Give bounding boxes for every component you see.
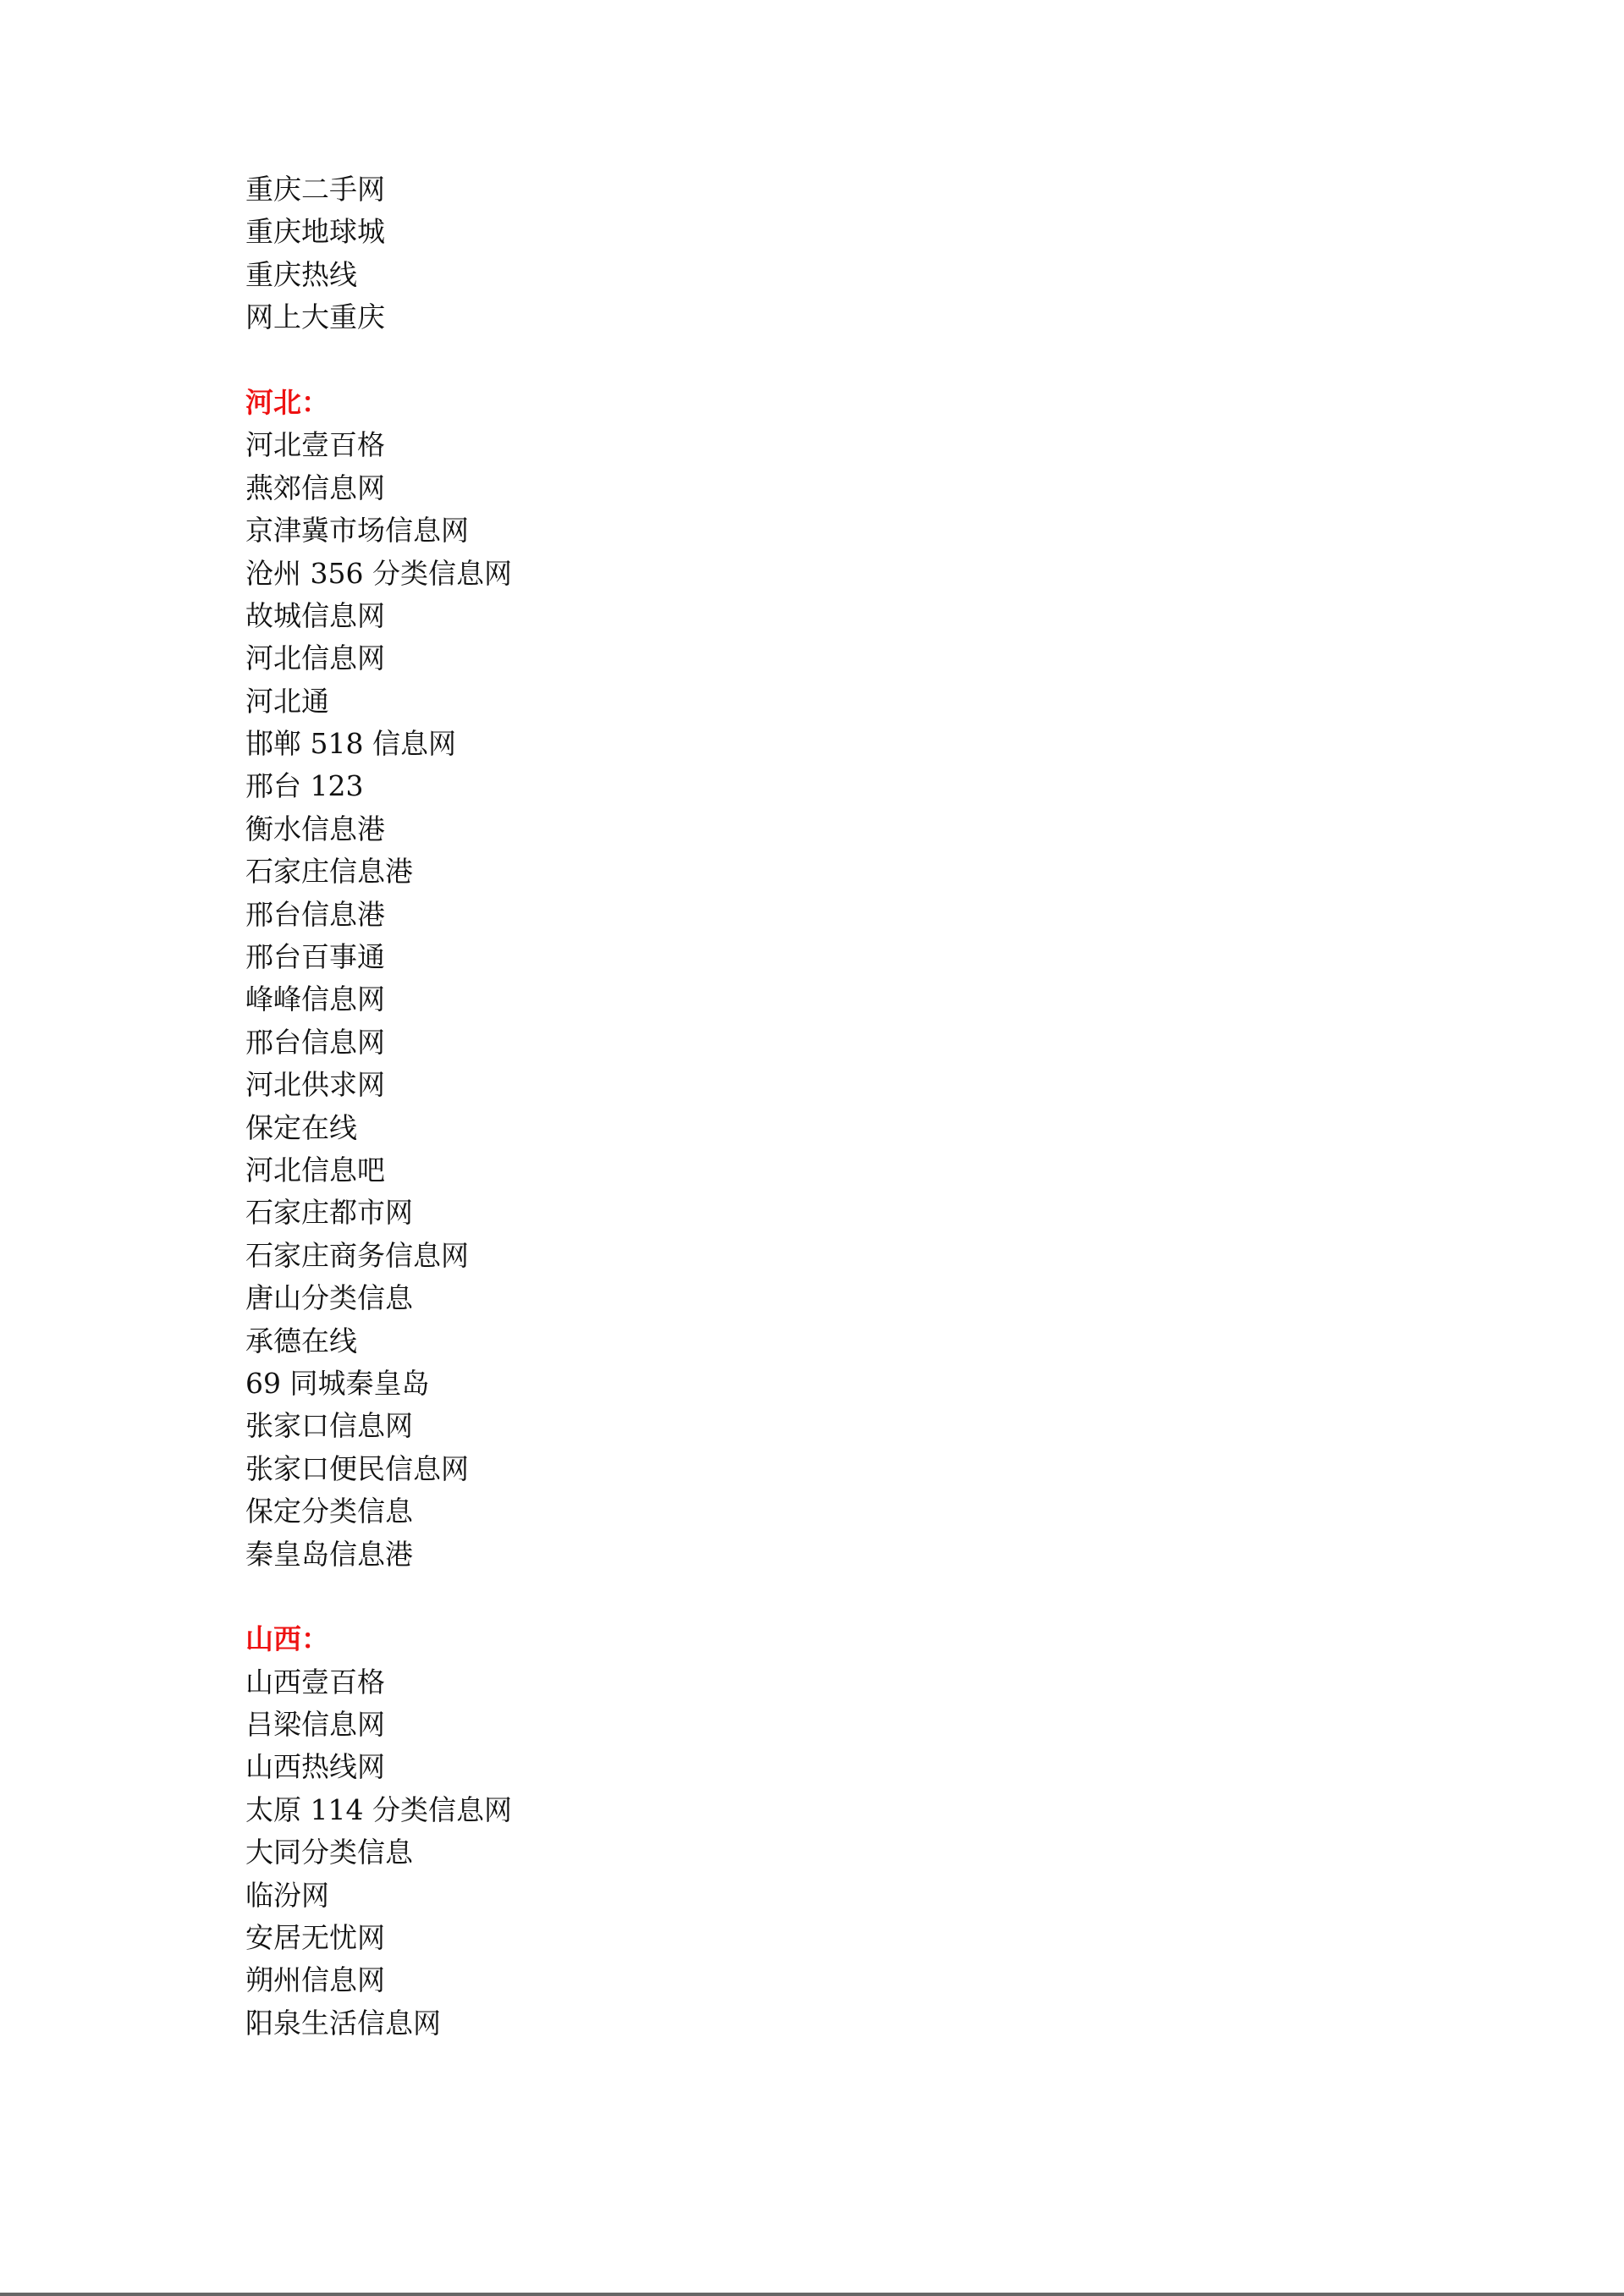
section-spacer — [245, 1576, 1430, 1618]
document-body — [245, 168, 1430, 2045]
list-item: 张家口便民信息网 — [245, 1451, 469, 1485]
list-item: 石家庄商务信息网 — [245, 1238, 469, 1272]
list-item: 保定分类信息 — [245, 1495, 413, 1528]
list-item: 故城信息网 — [245, 598, 385, 632]
list-item: 河北通 — [245, 684, 329, 718]
list-item: 邢台 123 — [245, 769, 364, 803]
list-item: 石家庄都市网 — [245, 1196, 413, 1230]
list-item: 太原 114 分类信息网 — [245, 1792, 512, 1826]
list-item: 重庆二手网 — [245, 173, 385, 206]
list-item: 安居无忧网 — [245, 1921, 385, 1955]
section-hebei — [245, 382, 1430, 1576]
section-chongqing — [245, 168, 1430, 339]
list-item: 山西壹百格 — [245, 1665, 385, 1699]
list-item: 大同分类信息 — [245, 1836, 413, 1869]
list-item: 临汾网 — [245, 1878, 329, 1912]
list-item: 山西热线网 — [245, 1750, 385, 1784]
section-heading-hebei: 河北： — [245, 385, 329, 419]
page-bottom-border — [0, 2293, 1624, 2296]
list-item: 吕梁信息网 — [245, 1708, 385, 1742]
list-item: 石家庄信息港 — [245, 855, 413, 889]
list-item: 朔州信息网 — [245, 1963, 385, 1997]
section-shanxi — [245, 1618, 1430, 2045]
list-item: 河北信息网 — [245, 641, 385, 675]
list-item: 阳泉生活信息网 — [245, 2006, 441, 2040]
list-item: 衡水信息港 — [245, 812, 385, 845]
list-item: 69 同城秦皇岛 — [245, 1366, 430, 1400]
list-item: 承德在线 — [245, 1324, 357, 1357]
list-item: 秦皇岛信息港 — [245, 1537, 413, 1571]
list-item: 河北壹百格 — [245, 428, 385, 462]
list-item: 京津冀市场信息网 — [245, 514, 469, 548]
list-item: 邢台信息港 — [245, 897, 385, 931]
list-item: 保定在线 — [245, 1110, 357, 1144]
list-item: 重庆热线 — [245, 257, 357, 291]
list-item: 河北信息吧 — [245, 1153, 385, 1187]
list-item: 河北供求网 — [245, 1068, 385, 1102]
list-item: 邢台百事通 — [245, 940, 385, 974]
list-item: 重庆地球城 — [245, 215, 385, 249]
list-item: 唐山分类信息 — [245, 1281, 413, 1315]
list-item: 邯郸 518 信息网 — [245, 727, 456, 761]
list-item: 网上大重庆 — [245, 300, 385, 334]
list-item: 张家口信息网 — [245, 1409, 413, 1443]
list-item: 沧州 356 分类信息网 — [245, 556, 512, 590]
list-item: 燕郊信息网 — [245, 471, 385, 504]
list-item: 峰峰信息网 — [245, 983, 385, 1016]
list-item: 邢台信息网 — [245, 1025, 385, 1059]
section-spacer — [245, 339, 1430, 382]
section-heading-shanxi: 山西： — [245, 1622, 329, 1656]
